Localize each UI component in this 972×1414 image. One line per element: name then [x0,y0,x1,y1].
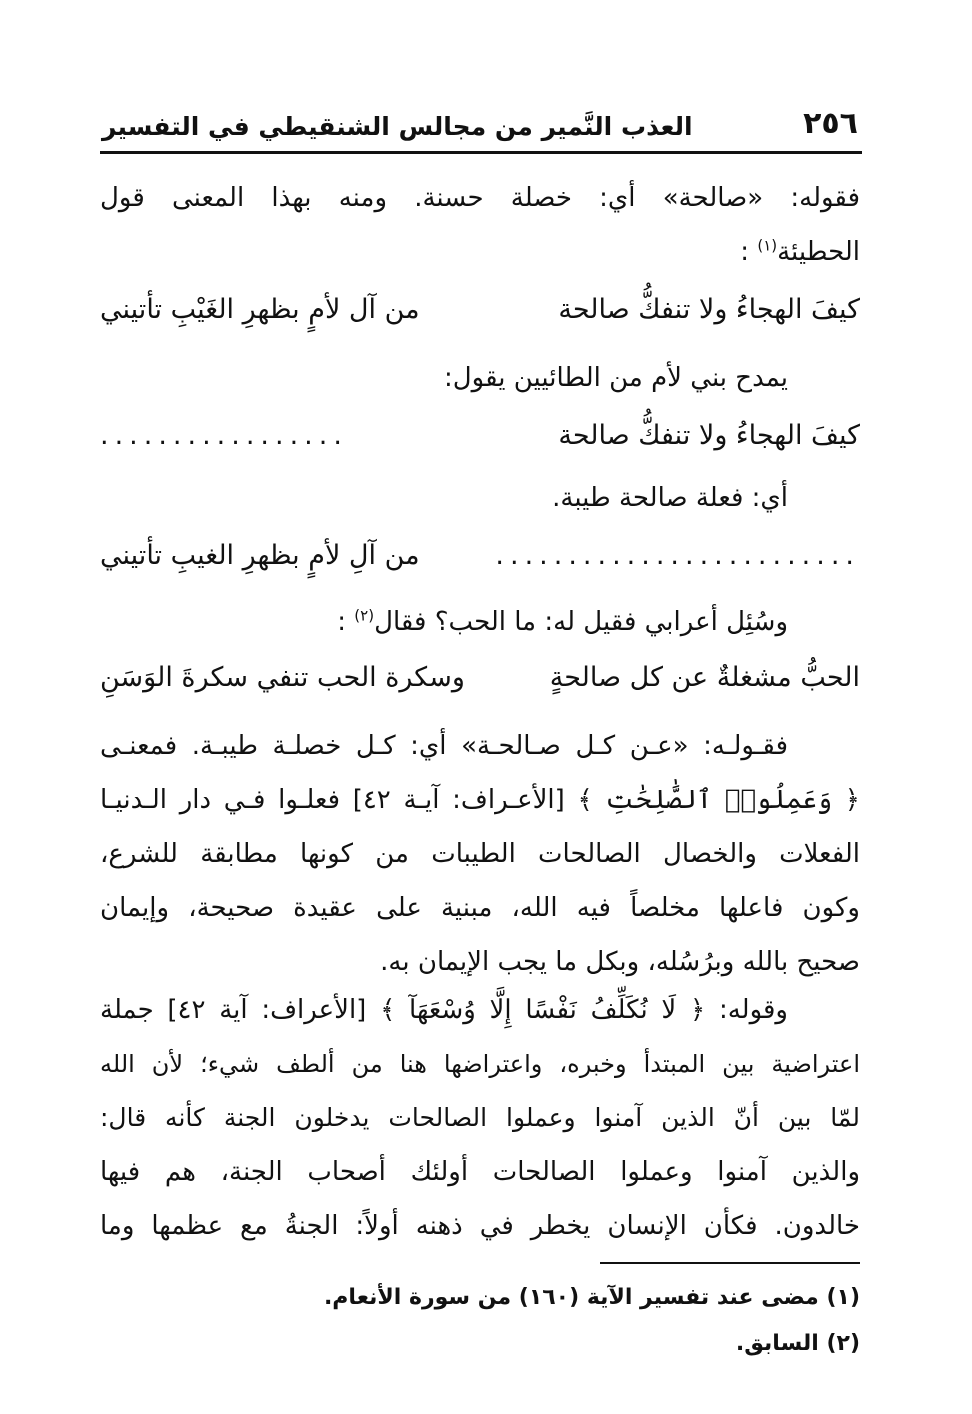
verse-1-ajuz: من آل لأمٍ بظهرِ الغَيْبِ تأتيني [100,294,420,325]
para3-line1-start: وقوله: [718,995,788,1025]
meaning-line: أي: فعلة صالحة طيبة. [552,483,788,513]
footnote-rule [600,1262,860,1264]
para1-line2 [100,226,860,278]
footnote-2-number: (٢) [826,1331,860,1356]
para2-line1: فقـولـه: «عـن كـل صـالحـة» أي: كـل خصلـة طيبـة. فمعنـى [100,731,788,761]
verse-1 [100,284,860,336]
para1-line2-end: : [740,237,750,267]
para2-line4: وكون فاعلها مخلصاً فيه الله، مبنية على عقيدة صحيحة، وإيمان [100,893,860,923]
para2-line2 [100,774,860,826]
verse-3-sadr-dots: ......................... [495,540,860,571]
verse-3 [100,530,860,582]
footnote-2-text: السابق. [735,1331,819,1356]
verse-4-sadr: الحبُّ مشغلةٌ عن كل صالحةٍ [549,662,860,693]
para3-line5: خالدون. فكأن الإنسان يخطر في ذهنه أولاً: الجنةُ مع عظمها وما [100,1211,860,1241]
footnote-ref-1[interactable]: (١) [757,236,778,255]
quran-quote-1: ﴿ وَعَمِلُوا۟ ٱلصَّٰلِحَٰتِ ﴾ [577,785,861,815]
praise-line: يمدح بني لأم من الطائيين يقول: [443,363,788,393]
para3-line1 [100,984,788,1036]
footnote-2 [300,1326,860,1362]
bedouin-line-end: : [337,607,347,637]
para2-line5: صحيح بالله وبرُسُله، وبكل ما يجب الإيمان به. [380,947,860,977]
header-rule [100,151,862,154]
para3-line3: لمّا بين أنّ الذين آمنوا وعملوا الصالحات يدخلون الجنة كأنه قال: [100,1103,860,1132]
para3-line2: اعتراضية بين المبتدأ وخبره، واعتراضها هنا من ألطف شيء؛ لأن الله [100,1050,860,1078]
bedouin-line-text: وسُئِل أعرابي فقيل له: ما الحب؟ فقال [374,607,788,637]
verse-1-sadr: كيفَ الهجاءُ ولا تنفكُّ صالحة [558,294,860,325]
footnote-1-number: (١) [826,1285,860,1310]
para2-line2-rest: [الأعـراف: آيـة ٤٢] فعلـوا فـي دار الـدنيـا [100,785,565,815]
para1-line1: فقوله: «صالحة» أي: خصلة حسنة. ومنه بهذا المعنى قول [100,183,860,213]
verse-2-ajuz-dots: ................. [100,420,348,451]
footnote-ref-2[interactable]: (٢) [354,606,375,625]
quran-quote-2: ﴿ لَا نُكَلِّفُ نَفْسًا إِلَّا وُسْعَهَآ ﴾ [380,995,706,1025]
verse-4 [100,652,860,704]
footnote-1 [300,1280,860,1316]
verse-3-ajuz: من آلِ لأمٍ بظهرِ الغيبِ تأتيني [100,540,420,571]
verse-4-ajuz: وسكرة الحب تنفي سكرةَ الوَسَنِ [100,662,465,693]
footnote-1-text: مضى عند تفسير الآية (١٦٠) من سورة الأنعام. [323,1285,819,1310]
para2-line3: الفعلات والخصال الصالحات الطيبات من كونها مطابقة للشرع، [100,839,860,869]
para3-line4: والذين آمنوا وعملوا الصالحات أولئك أصحاب الجنة، هم فيها [100,1157,860,1187]
para3-line1-rest: [الأعراف: آية ٤٢] جملة [100,995,367,1025]
verse-2 [100,410,860,462]
bedouin-line [100,596,788,648]
running-title: العذب النَّمير من مجالس الشنقيطي في التفسير [102,112,693,141]
page-number: ٢٥٦ [803,106,858,141]
verse-2-sadr: كيفَ الهجاءُ ولا تنفكُّ صالحة [558,420,860,451]
para1-line2-text: الحطيئة [777,237,860,267]
